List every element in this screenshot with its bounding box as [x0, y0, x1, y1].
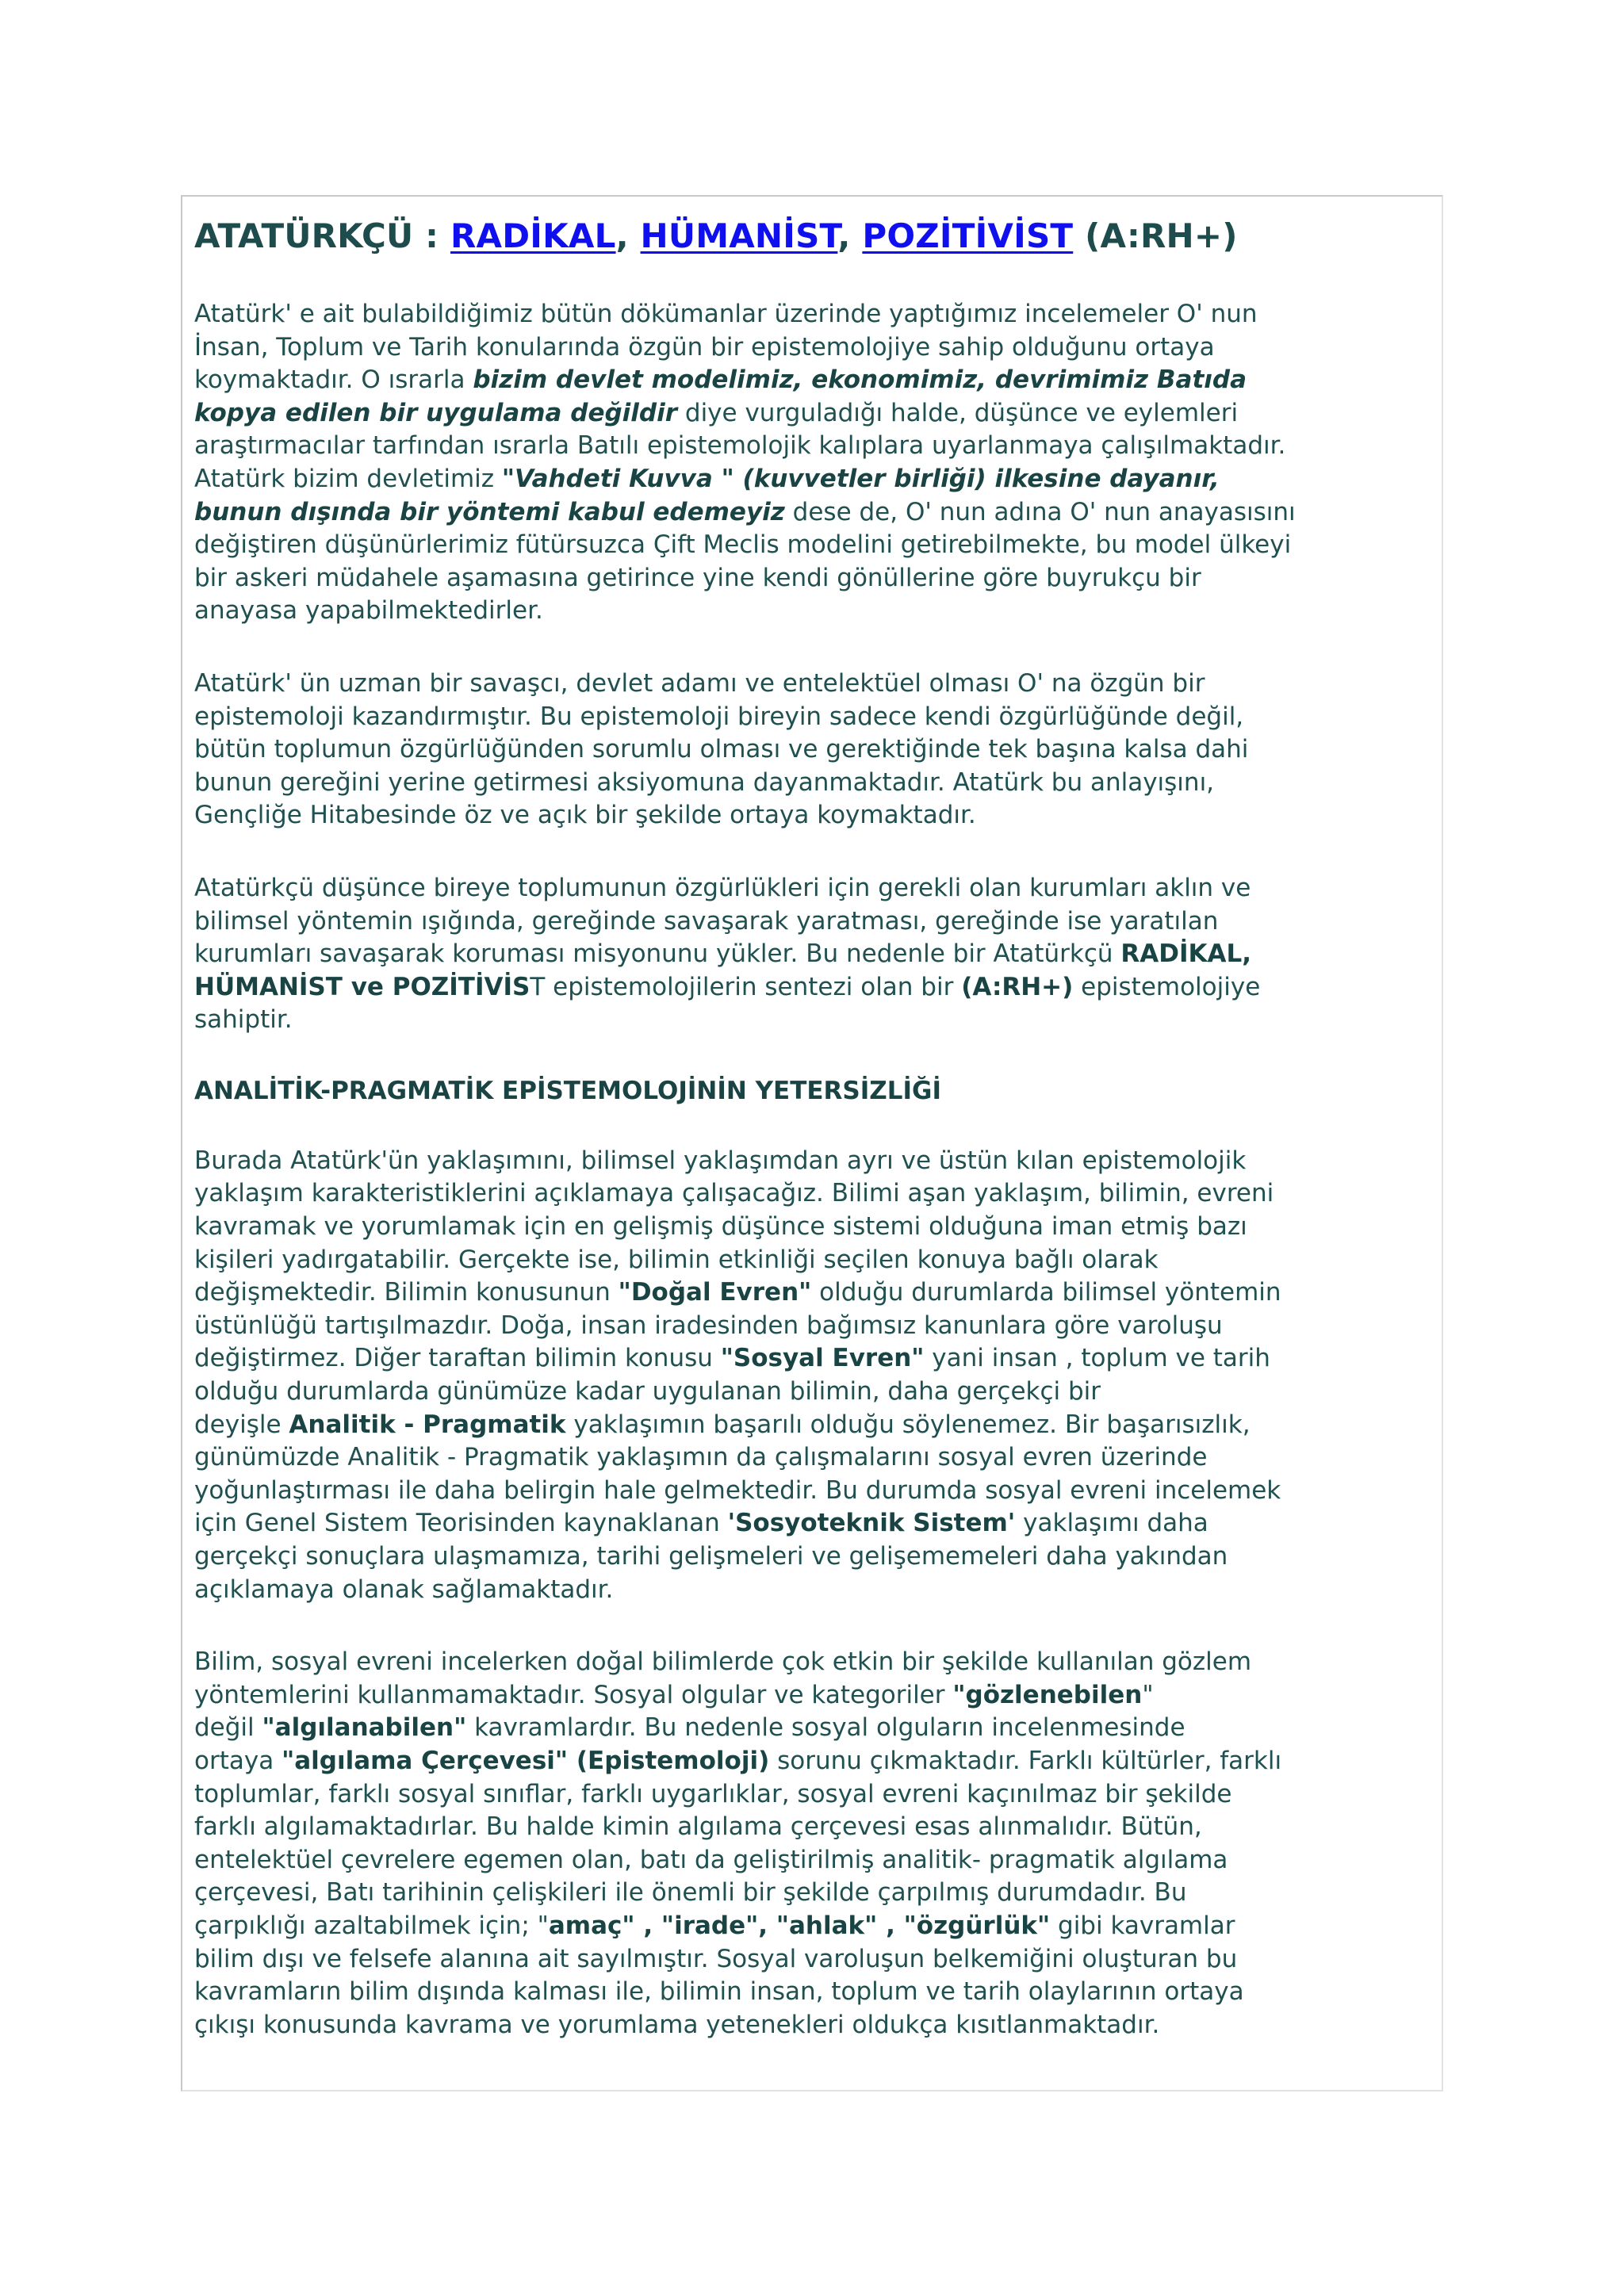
text-line: [194, 496, 1429, 530]
text-line: olduğu durumlarda günümüze kadar uygulanan bilimin, daha gerçekçi bir: [194, 1377, 1101, 1406]
text-line: [194, 938, 1429, 971]
emphasis-text: "Vahdeti Kuvva " (kuvvetler birliği) ilkesine dayanır,: [501, 464, 1220, 493]
text-line: [194, 1276, 1429, 1310]
text-run: kavramlardır. Bu nedenle sosyal olguların incelenmesinde: [466, 1713, 1185, 1743]
text-run: koymaktadır. O ısrarla: [194, 365, 473, 395]
text-run: için Genel Sistem Teorisinden kaynaklanan: [194, 1509, 728, 1538]
bold-text: amaç" , "irade", "ahlak" , "özgürlük": [548, 1911, 1051, 1940]
text-line: bilim dışı ve felsefe alanına ait sayılmıştır. Sosyal varoluşun belkemiğini oluşturan bu: [194, 1944, 1238, 1973]
link-pozitivist[interactable]: POZİTİVİST: [862, 216, 1074, 255]
text-line: Atatürkçü düşünce bireye toplumunun özgürlükleri için gerekli olan kurumları aklın ve: [194, 873, 1251, 902]
text-run: gibi kavramlar: [1050, 1911, 1235, 1940]
document-frame: [181, 195, 1443, 2091]
text-run: kurumları savaşarak koruması misyonunu yükler. Bu nedenle bir Atatürkçü: [194, 939, 1121, 969]
text-line: epistemoloji kazandırmıştır. Bu epistemoloji bireyin sadece kendi özgürlüğünde değil,: [194, 702, 1244, 731]
text-line: Atatürk' ün uzman bir savaşcı, devlet adamı ve entelektüel olması O' na özgün bir: [194, 668, 1205, 698]
text-line: İnsan, Toplum ve Tarih konularında özgün bir epistemolojiye sahip olduğunu ortaya: [194, 332, 1215, 362]
text-line: [194, 971, 1429, 1004]
text-line: [194, 397, 1429, 430]
text-run: epistemolojiye: [1073, 972, 1261, 1001]
text-run: sorunu çıkmaktadır. Farklı kültürler, farklı: [769, 1746, 1282, 1775]
text-line: [194, 1910, 1429, 1943]
title-suffix: (A:RH+): [1073, 216, 1238, 255]
text-run: yöntemlerini kullanmamaktadır. Sosyal olgular ve kategoriler: [194, 1680, 953, 1709]
text-line: [194, 1409, 1429, 1442]
text-line: bilimsel yöntemin ışığında, gereğinde savaşarak yaratması, gereğinde ise yaratılan: [194, 906, 1219, 936]
text-line: Atatürk' e ait bulabildiğimiz bütün dökümanlar üzerinde yaptığımız incelemeler O' nun: [194, 300, 1258, 328]
text-line: anayasa yapabilmektedirler.: [194, 596, 543, 626]
text-run: çarpıklığı azaltabilmek için; ": [194, 1911, 549, 1940]
text-line: gerçekçi sonuçlara ulaşmamıza, tarihi gelişmeleri ve gelişememeleri daha yakından: [194, 1542, 1228, 1571]
text-line: [194, 463, 1429, 496]
bold-text: "Sosyal Evren": [720, 1344, 925, 1373]
bold-text: Analitik - Pragmatik: [289, 1410, 566, 1439]
text-run: T epistemolojilerin sentezi olan bir: [530, 972, 962, 1001]
text-run: değişmektedir. Bilimin konusunun: [194, 1278, 619, 1307]
text-line: [194, 1712, 1429, 1745]
title-separator: ,: [615, 216, 641, 255]
page-title: [194, 214, 1429, 258]
text-line: sahiptir.: [194, 1005, 293, 1035]
text-line: entelektüel çevrelere egemen olan, batı da geliştirilmiş analitik- pragmatik algılama: [194, 1845, 1228, 1874]
text-line: [194, 1342, 1429, 1376]
paragraph-social-universe: [194, 1646, 1429, 2042]
emphasis-text: bizim devlet modelimiz, ekonomimiz, devrimimiz Batıda: [473, 365, 1247, 395]
text-line: yaklaşım karakteristiklerini açıklamaya çalışacağız. Bilimi aşan yaklaşım, bilimin, evreni: [194, 1179, 1274, 1208]
text-run: değil: [194, 1713, 262, 1743]
link-humanist[interactable]: HÜMANİST: [640, 216, 838, 255]
text-run: dese de, O' nun adına O' nun anayasısını: [784, 497, 1296, 526]
paragraph-ataturkcu: [194, 872, 1429, 1037]
bold-text: 'Sosyoteknik Sistem': [727, 1509, 1016, 1538]
bold-text: RADİKAL,: [1120, 939, 1252, 969]
link-radikal[interactable]: RADİKAL: [450, 216, 616, 255]
title-separator: ,: [837, 216, 863, 255]
paragraph-analytic: [194, 1145, 1429, 1606]
title-prefix: ATATÜRKÇÜ :: [194, 216, 450, 255]
bold-text: (A:RH+): [961, 972, 1074, 1001]
text-line: bütün toplumun özgürlüğünden sorumlu olması ve gerektiğinde tek başına kalsa dahi: [194, 735, 1249, 764]
text-line: günümüzde Analitik - Pragmatik yaklaşımın da çalışmalarını sosyal evren üzerinde: [194, 1443, 1208, 1472]
text-line: çerçevesi, Batı tarihinin çelişkileri ile önemli bir şekilde çarpılmış durumdadır. Bu: [194, 1878, 1187, 1908]
text-run: olduğu durumlarda bilimsel yöntemin: [811, 1278, 1281, 1307]
text-line: [194, 1507, 1429, 1540]
text-line: kavramların bilim dışında kalması ile, bilimin insan, toplum ve tarih olaylarının ortaya: [194, 1977, 1244, 2007]
emphasis-text: kopya edilen bir uygulama değildir: [194, 398, 678, 427]
text-line: açıklamaya olanak sağlamaktadır.: [194, 1575, 614, 1604]
bold-text: "algılama Çerçevesi" (Epistemoloji): [282, 1746, 770, 1775]
text-line: [194, 1679, 1429, 1712]
text-line: çıkışı konusunda kavrama ve yorumlama yetenekleri oldukça kısıtlanmaktadır.: [194, 2010, 1160, 2039]
text-run: ": [1142, 1680, 1154, 1709]
text-line: bunun gereğini yerine getirmesi aksiyomuna dayanmaktadır. Atatürk bu anlayışını,: [194, 767, 1215, 797]
text-run: diye vurguladığı halde, düşünce ve eylemleri: [677, 398, 1239, 427]
paragraph-intro: [194, 298, 1429, 628]
text-run: yaklaşımı daha: [1015, 1509, 1208, 1538]
paragraph-epistemology: [194, 668, 1429, 832]
text-line: Bilim, sosyal evreni incelerken doğal bilimlerde çok etkin bir şekilde kullanılan gözlem: [194, 1647, 1252, 1677]
text-line: [194, 1745, 1429, 1778]
text-line: [194, 364, 1429, 397]
bold-text: "Doğal Evren": [618, 1278, 812, 1307]
bold-text: "gözlenebilen: [952, 1680, 1143, 1709]
text-line: üstünlüğü tartışılmazdır. Doğa, insan iradesinden bağımsız kanunlara göre varoluşu: [194, 1311, 1223, 1340]
text-line: yoğunlaştırması ile daha belirgin hale gelmektedir. Bu durumda sosyal evreni incelemek: [194, 1475, 1281, 1505]
text-line: Gençliğe Hitabesinde öz ve açık bir şekilde ortaya koymaktadır.: [194, 801, 976, 830]
text-run: değiştirmez. Diğer taraftan bilimin konusu: [194, 1344, 721, 1373]
text-line: toplumlar, farklı sosyal sınıflar, farklı uygarlıklar, sosyal evreni kaçınılmaz bir şekilde: [194, 1779, 1232, 1808]
text-line: bir askeri müdahele aşamasına getirince yine kendi gönüllerine göre buyrukçu bir: [194, 563, 1201, 592]
text-run: yaklaşımın başarılı olduğu söylenemez. Bir başarısızlık,: [565, 1410, 1251, 1439]
text-line: Burada Atatürk'ün yaklaşımını, bilimsel yaklaşımdan ayrı ve üstün kılan epistemolojik: [194, 1146, 1247, 1175]
text-run: yani insan , toplum ve tarih: [924, 1344, 1270, 1373]
text-line: kişileri yadırgatabilir. Gerçekte ise, bilimin etkinliği seçilen konuya bağlı olarak: [194, 1245, 1159, 1274]
section-heading: ANALİTİK-PRAGMATİK EPİSTEMOLOJİNİN YETERSİZLİĞİ: [194, 1076, 942, 1105]
text-run: Atatürk bizim devletimiz: [194, 464, 502, 493]
bold-text: "algılanabilen": [262, 1713, 467, 1743]
text-run: deyişle: [194, 1410, 289, 1439]
bold-text: HÜMANİST ve POZİTİVİS: [194, 972, 530, 1001]
text-run: ortaya: [194, 1746, 282, 1775]
text-line: kavramak ve yorumlamak için en gelişmiş düşünce sistemi olduğuna iman etmiş bazı: [194, 1212, 1247, 1242]
text-line: araştırmacılar tarfından ısrarla Batılı epistemolojik kalıplara uyarlanmaya çalışılmaktadır.: [194, 431, 1286, 461]
text-line: değiştiren düşünürlerimiz fütürsuzca Çift Meclis modelini getirebilmekte, bu model ülkeyi: [194, 530, 1292, 560]
text-line: farklı algılamaktadırlar. Bu halde kimin algılama çerçevesi esas alınmalıdır. Bütün,: [194, 1812, 1202, 1842]
emphasis-text: bunun dışında bir yöntemi kabul edemeyiz: [194, 497, 785, 526]
